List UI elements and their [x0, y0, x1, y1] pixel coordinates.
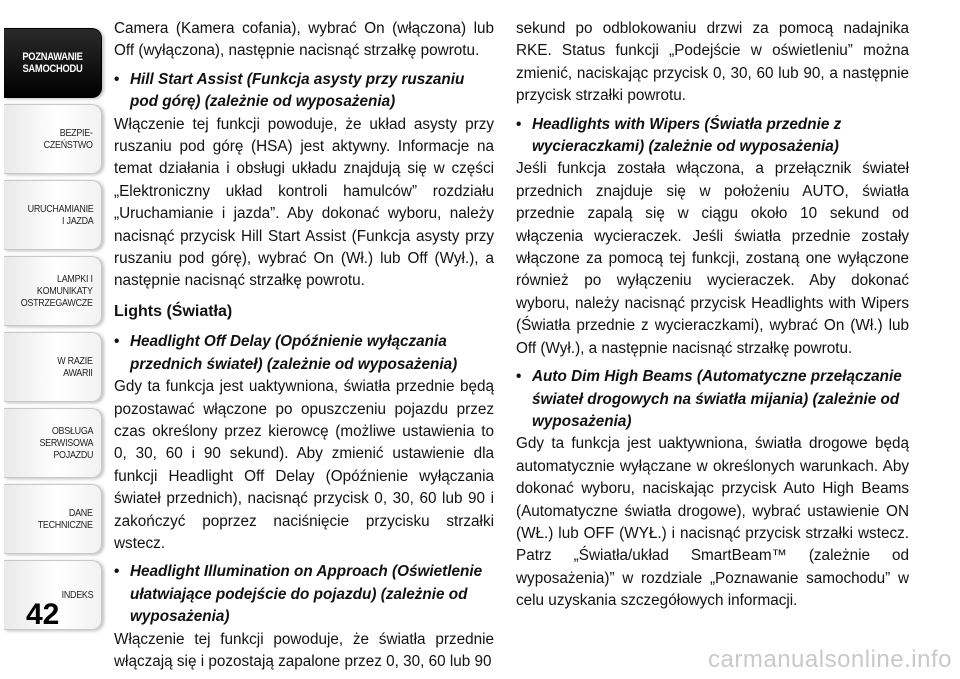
paragraph: Jeśli funkcja została włączona, a przełącznik świateł przednich znajduje się w położeniu AUTO, światła przednie zapalą się w ciągu około 10 sekund od włączenia wycieraczek. Jeśli światła przednie zostały włączone za pomocą tej funkcji, zostaną one wyłączone również po wyłączeniu wycieraczek. Aby dokonać wyboru, należy nacisnąć przycisk Headlights with Wipers (Światła przednie z wycieraczkami), wybrać On (Wł.) lub Off (Wył.), a następnie nacisnąć strzałkę powrotu. [516, 160, 909, 357]
bullet-text: Headlight Illumination on Approach (Oświetlenie ułatwiające podejście do pojazdu) (zależnie od wyposażenia) [130, 563, 483, 626]
bullet-icon: • [114, 563, 120, 581]
bullet-text: Headlights with Wipers (Światła przednie z wycieraczkami) (zależnie od wyposażenia) [532, 115, 842, 156]
bullet-icon: • [114, 333, 120, 351]
tab-label: POZNAWANIE SAMOCHODU [22, 51, 83, 75]
tab-uruchamianie-i-jazda[interactable] [4, 180, 102, 250]
bullet-icon: • [516, 368, 522, 386]
tab-lampki-i-komunikaty[interactable] [4, 256, 102, 326]
tab-label: URUCHAMIANIE I JAZDA [27, 203, 93, 227]
section-heading: Lights (Światła) [114, 302, 233, 320]
bullet-heading [516, 366, 909, 433]
paragraph: Camera (Kamera cofania), wybrać On (włączona) lub Off (wyłączona), następnie nacisnąć strzałkę powrotu. [114, 20, 494, 60]
paragraph: Włączenie tej funkcji powoduje, że układ asysty przy ruszaniu pod górę (HSA) jest aktywny. Informacje na temat działania i obsługi układu znajdują się w części „Elektroniczny układ kontroli hamulców” rozdziału „Uruchamianie i jazda”. Aby dokonać wyboru, należy nacisnąć przycisk Hill Start Assist (Funkcja asysty przy ruszaniu pod górę), wybrać On (Wł.) lub Off (Wył.), a następnie nacisnąć strzałkę powrotu. [114, 115, 494, 290]
paragraph: sekund po odblokowaniu drzwi za pomocą nadajnika RKE. Status funkcji „Podejście w oświetleniu” można zmienić, naciskając przycisk 0, 30, 60 lub 90, a następnie przycisk strzałki powrotu. [516, 20, 909, 105]
left-column [114, 18, 494, 679]
bullet-heading [114, 561, 494, 628]
tab-obsluga-serwisowa[interactable] [4, 408, 102, 478]
tab-label: LAMPKI I KOMUNIKATY OSTRZEGAWCZE [21, 273, 93, 309]
tab-label: INDEKS [61, 589, 93, 601]
bullet-icon: • [516, 115, 522, 133]
bullet-text: Hill Start Assist (Funkcja asysty przy ruszaniu pod górę) (zależnie od wyposażenia) [130, 70, 465, 111]
bullet-text: Auto Dim High Beams (Automatyczne przełączanie świateł drogowych na światła mijania) (zależnie od wyposażenia) [532, 368, 902, 430]
right-column [516, 18, 909, 619]
tab-label: OBSŁUGA SERWISOWA POJAZDU [39, 425, 93, 461]
tab-label: W RAZIE AWARII [57, 355, 93, 379]
bullet-heading [114, 331, 494, 376]
tab-dane-techniczne[interactable] [4, 484, 102, 554]
paragraph: Gdy ta funkcja jest uaktywniona, światła przednie będą pozostawać włączone po opuszczeniu pojazdu przez czas określony przez kierowcę (możliwe ustawienia to 0, 30, 60 i 90 sekund). Aby zmienić ustawienie dla funkcji Headlight Off Delay (Opóźnienie wyłączania świateł przednich), nacisnąć przycisk 0, 30, 60 lub 90 i zakończyć poprzez naciśnięcie przycisku strzałki wstecz. [114, 378, 494, 552]
tab-bezpieczenstwo[interactable] [4, 104, 102, 174]
paragraph: Gdy ta funkcja jest uaktywniona, światła drogowe będą automatycznie wyłączane w określonych warunkach. Aby dokonać wyboru, naciskając przycisk Auto High Beams (Automatyczne światła drogowe), wybrać ustawienie ON (WŁ.) lub OFF (WYŁ.) i nacisnąć przycisk strzałki wstecz. Patrz „Światła/układ SmartBeam™ (zależnie od wyposażenia)” w rozdziale „Poznawanie samochodu” w celu uzyskania szczegółowych informacji. [516, 435, 909, 610]
bullet-icon: • [114, 70, 120, 88]
bullet-heading [516, 114, 909, 159]
tab-label: BEZPIE- CZEŃSTWO [43, 127, 93, 151]
tab-label: DANE TECHNICZNE [38, 507, 93, 531]
page-number: 42 [26, 598, 60, 631]
bullet-text: Headlight Off Delay (Opóźnienie wyłączania przednich świateł) (zależnie od wyposażenia) [130, 333, 458, 373]
tab-w-razie-awarii[interactable] [4, 332, 102, 402]
tab-poznawanie-samochodu[interactable] [4, 28, 102, 98]
watermark: carmanualsonline.info [708, 646, 952, 673]
paragraph: Włączenie tej funkcji powoduje, że światła przednie włączają się i pozostają zapalone przez 0, 30, 60 lub 90 [114, 630, 494, 670]
bullet-heading [114, 69, 494, 114]
